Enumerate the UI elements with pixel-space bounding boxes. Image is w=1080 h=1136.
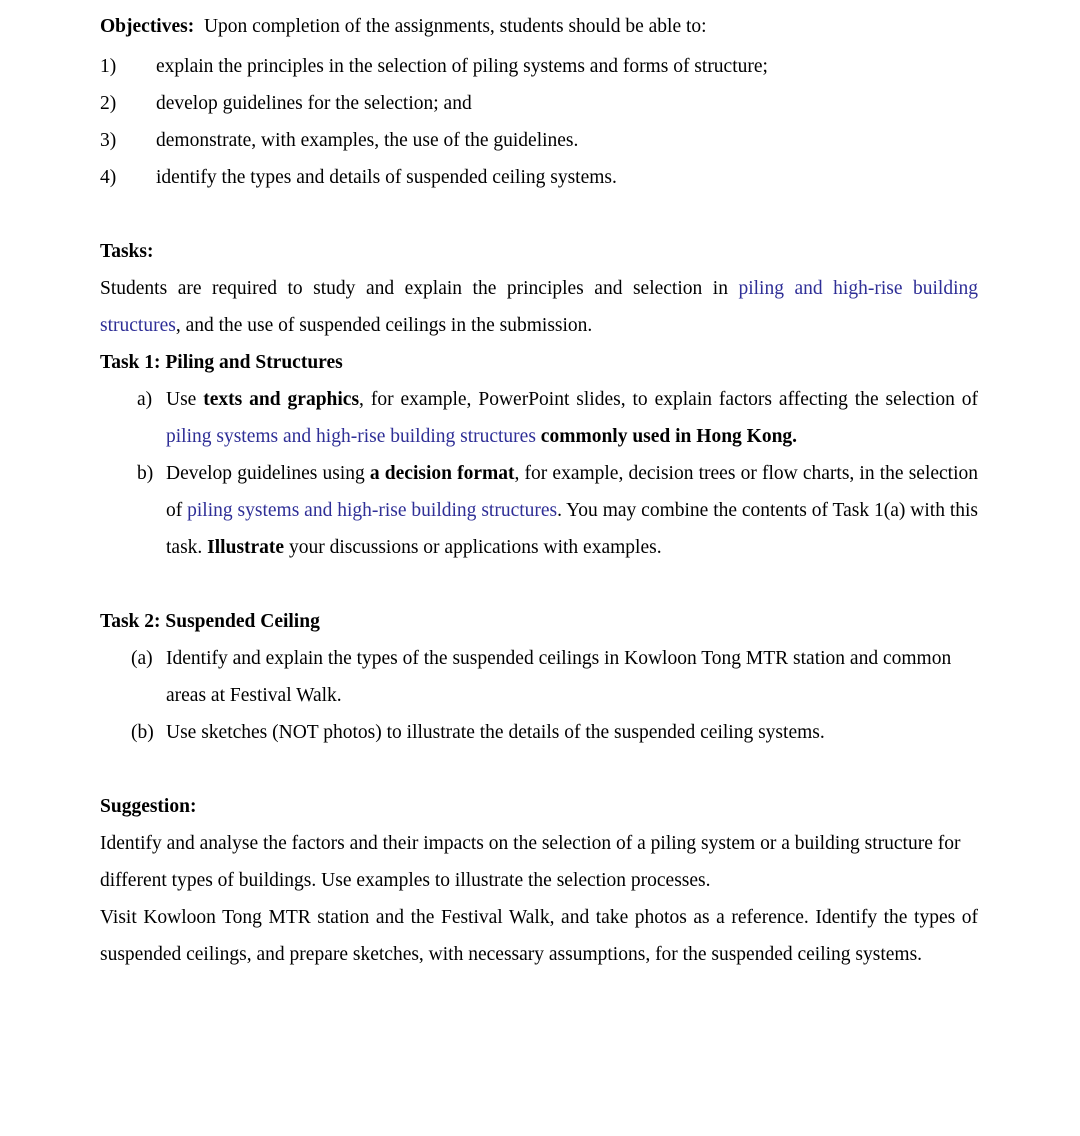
list-item-text: demonstrate, with examples, the use of the guidelines. (156, 130, 579, 151)
objectives-list-item (100, 122, 978, 159)
list-marker: 1) (100, 56, 117, 77)
list-item-text: Use sketches (NOT photos) to illustrate the details of the suspended ceiling systems. (166, 722, 825, 743)
spacer (100, 196, 978, 233)
task1-item-a (137, 381, 978, 455)
objectives-intro-line (100, 8, 978, 45)
list-item-text (166, 381, 978, 455)
list-marker: (a) (131, 648, 153, 669)
task1-list (100, 381, 978, 566)
task1a-bold2: commonly used in Hong Kong. (535, 426, 798, 447)
list-item-text (166, 455, 978, 566)
tasks-intro-paragraph (100, 270, 978, 344)
suggestion-paragraph-2: Visit Kowloon Tong MTR station and the Festival Walk, and take photos as a reference. Identify the types of suspended ceilings, and prepare sketches, with necessary assumptions, for the suspended ceiling systems. (100, 907, 978, 965)
task1b-bold1: a decision format (369, 463, 515, 484)
task1b-highlight: piling systems and high-rise building structures (187, 500, 558, 521)
list-item-text: identify the types and details of suspended ceiling systems. (156, 167, 617, 188)
objectives-list (100, 48, 978, 196)
task1b-text4: your discussions or applications with examples. (284, 537, 662, 558)
task1a-highlight: piling systems and high-rise building structures (166, 426, 536, 447)
suggestion-heading: Suggestion: (100, 796, 197, 817)
tasks-intro-part2: , and the use of suspended ceilings in the submission. (175, 315, 593, 336)
task2-heading: Task 2: Suspended Ceiling (100, 611, 320, 632)
task1a-text1: Use (166, 389, 204, 410)
list-marker: 4) (100, 167, 117, 188)
task1a-text2: , for example, PowerPoint slides, to explain factors affecting the selection of (359, 389, 978, 410)
list-item-text: Identify and explain the types of the suspended ceilings in Kowloon Tong MTR station and common areas at Festival Walk. (166, 648, 952, 706)
task2-item-b (131, 714, 978, 751)
objectives-heading: Objectives: (100, 16, 195, 37)
task2-item-a (131, 640, 978, 714)
task1-item-b (137, 455, 978, 566)
objectives-intro-text: Upon completion of the assignments, students should be able to: (203, 16, 707, 37)
tasks-intro-part1: Students are required to study and explain the principles and selection in (100, 278, 739, 299)
list-marker: b) (137, 463, 154, 484)
task1b-text3: . You may combine the contents of Task 1(a) with this task. (166, 500, 979, 558)
list-item-text: develop guidelines for the selection; and (156, 93, 472, 114)
spacer (100, 566, 978, 603)
list-item-text: explain the principles in the selection of piling systems and forms of structure; (156, 56, 768, 77)
objectives-list-item (100, 159, 978, 196)
list-marker: (b) (131, 722, 154, 743)
task1a-bold1: texts and graphics (203, 389, 360, 410)
spacer (100, 751, 978, 788)
objectives-list-item (100, 85, 978, 122)
list-marker: 3) (100, 130, 117, 151)
objectives-list-item (100, 48, 978, 85)
task2-list (100, 640, 978, 751)
suggestion-paragraph-1: Identify and analyse the factors and their impacts on the selection of a piling system or a building structure for different types of buildings. Use examples to illustrate the selection processes. (100, 833, 961, 891)
tasks-intro-highlight: piling and high-rise building structures (100, 278, 978, 336)
task1b-text1: Develop guidelines using (166, 463, 370, 484)
task1b-text2: , for example, decision trees or flow charts, in the selection of (166, 463, 979, 521)
list-marker: a) (137, 389, 153, 410)
list-marker: 2) (100, 93, 117, 114)
task1b-bold2: Illustrate (207, 537, 285, 558)
task1-heading: Task 1: Piling and Structures (100, 352, 343, 373)
tasks-heading: Tasks: (100, 241, 154, 262)
